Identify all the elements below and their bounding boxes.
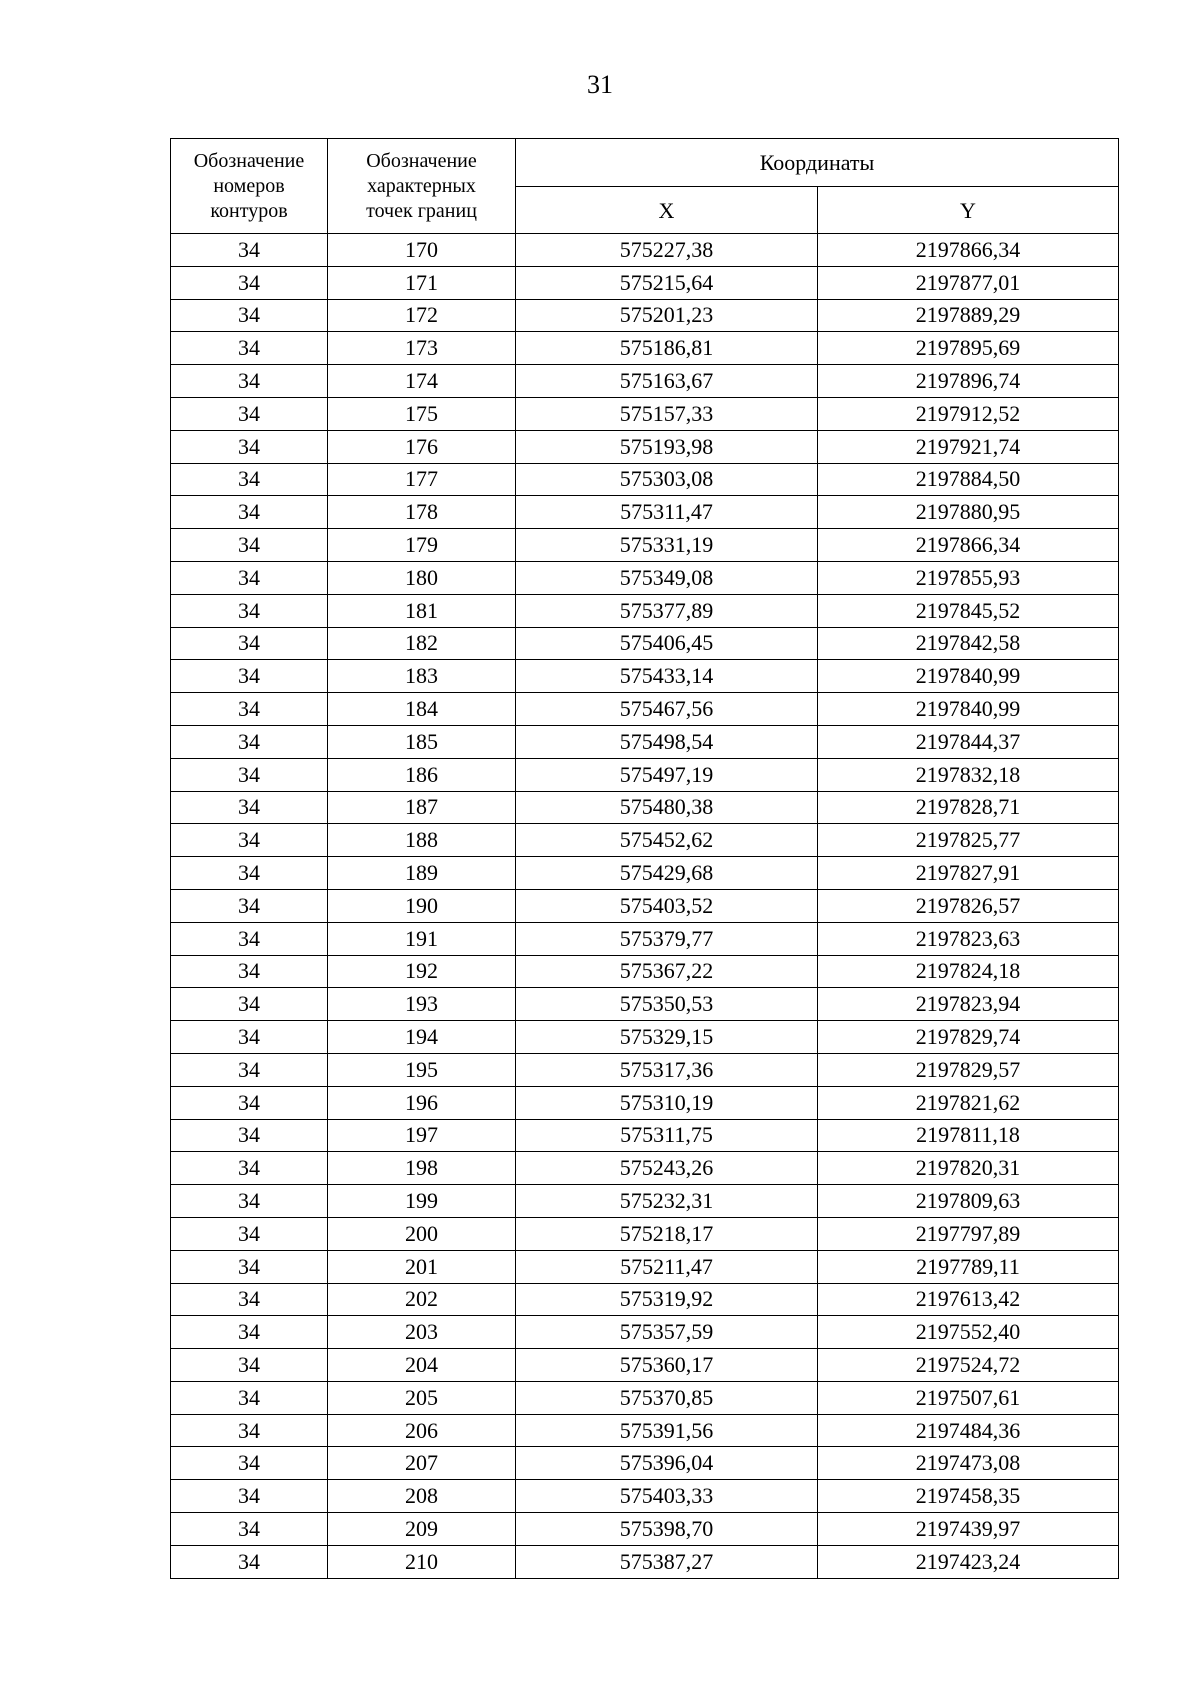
point-number-cell: 191 xyxy=(328,922,516,955)
y-coordinate-cell: 2197842,58 xyxy=(818,627,1119,660)
contour-number-cell: 34 xyxy=(171,266,328,299)
point-number-cell: 177 xyxy=(328,463,516,496)
x-coordinate-cell: 575331,19 xyxy=(516,529,818,562)
x-coordinate-cell: 575396,04 xyxy=(516,1447,818,1480)
table-row xyxy=(171,955,1119,988)
y-coordinate-cell: 2197840,99 xyxy=(818,693,1119,726)
point-number-cell: 182 xyxy=(328,627,516,660)
table-row xyxy=(171,1349,1119,1382)
x-coordinate-cell: 575317,36 xyxy=(516,1053,818,1086)
contour-number-cell: 34 xyxy=(171,1250,328,1283)
table-row xyxy=(171,1053,1119,1086)
y-coordinate-cell: 2197829,74 xyxy=(818,1021,1119,1054)
x-coordinate-cell: 575349,08 xyxy=(516,561,818,594)
table-row xyxy=(171,496,1119,529)
x-coordinate-cell: 575243,26 xyxy=(516,1152,818,1185)
point-number-cell: 206 xyxy=(328,1414,516,1447)
point-number-cell: 195 xyxy=(328,1053,516,1086)
y-coordinate-cell: 2197921,74 xyxy=(818,430,1119,463)
y-coordinate-cell: 2197845,52 xyxy=(818,594,1119,627)
y-coordinate-cell: 2197829,57 xyxy=(818,1053,1119,1086)
x-coordinate-cell: 575452,62 xyxy=(516,824,818,857)
y-coordinate-cell: 2197821,62 xyxy=(818,1086,1119,1119)
header-line: точек границ xyxy=(366,199,477,222)
table-row xyxy=(171,234,1119,267)
y-coordinate-cell: 2197827,91 xyxy=(818,857,1119,890)
y-coordinate-cell: 2197824,18 xyxy=(818,955,1119,988)
table-row xyxy=(171,1447,1119,1480)
y-coordinate-cell: 2197828,71 xyxy=(818,791,1119,824)
contour-number-cell: 34 xyxy=(171,857,328,890)
contour-number-cell: 34 xyxy=(171,725,328,758)
table-row xyxy=(171,627,1119,660)
y-coordinate-cell: 2197866,34 xyxy=(818,529,1119,562)
point-number-cell: 204 xyxy=(328,1349,516,1382)
table-row xyxy=(171,1152,1119,1185)
x-coordinate-cell: 575480,38 xyxy=(516,791,818,824)
point-number-cell: 194 xyxy=(328,1021,516,1054)
table-row xyxy=(171,889,1119,922)
contour-number-cell: 34 xyxy=(171,660,328,693)
point-number-cell: 203 xyxy=(328,1316,516,1349)
x-coordinate-cell: 575329,15 xyxy=(516,1021,818,1054)
point-number-cell: 176 xyxy=(328,430,516,463)
table-row xyxy=(171,1545,1119,1578)
point-number-cell: 210 xyxy=(328,1545,516,1578)
table-row xyxy=(171,1086,1119,1119)
contour-number-cell: 34 xyxy=(171,1119,328,1152)
point-number-cell: 170 xyxy=(328,234,516,267)
y-coordinate-cell: 2197423,24 xyxy=(818,1545,1119,1578)
header-coordinates: Координаты xyxy=(516,139,1119,187)
contour-number-cell: 34 xyxy=(171,1316,328,1349)
header-line: Обозначение xyxy=(366,149,477,172)
header-boundary-points xyxy=(328,139,516,234)
table-row xyxy=(171,1316,1119,1349)
table-row xyxy=(171,857,1119,890)
x-coordinate-cell: 575367,22 xyxy=(516,955,818,988)
x-coordinate-cell: 575218,17 xyxy=(516,1217,818,1250)
point-number-cell: 186 xyxy=(328,758,516,791)
point-number-cell: 183 xyxy=(328,660,516,693)
point-number-cell: 201 xyxy=(328,1250,516,1283)
x-coordinate-cell: 575403,33 xyxy=(516,1480,818,1513)
point-number-cell: 171 xyxy=(328,266,516,299)
y-coordinate-cell: 2197507,61 xyxy=(818,1381,1119,1414)
y-coordinate-cell: 2197884,50 xyxy=(818,463,1119,496)
point-number-cell: 198 xyxy=(328,1152,516,1185)
header-line: контуров xyxy=(210,199,288,222)
y-coordinate-cell: 2197844,37 xyxy=(818,725,1119,758)
x-coordinate-cell: 575157,33 xyxy=(516,397,818,430)
point-number-cell: 196 xyxy=(328,1086,516,1119)
x-coordinate-cell: 575227,38 xyxy=(516,234,818,267)
y-coordinate-cell: 2197789,11 xyxy=(818,1250,1119,1283)
contour-number-cell: 34 xyxy=(171,496,328,529)
header-line: Обозначение xyxy=(193,149,305,172)
header-line: характерных xyxy=(367,174,476,197)
x-coordinate-cell: 575429,68 xyxy=(516,857,818,890)
point-number-cell: 181 xyxy=(328,594,516,627)
y-coordinate-cell: 2197825,77 xyxy=(818,824,1119,857)
contour-number-cell: 34 xyxy=(171,561,328,594)
x-coordinate-cell: 575163,67 xyxy=(516,365,818,398)
point-number-cell: 193 xyxy=(328,988,516,1021)
point-number-cell: 202 xyxy=(328,1283,516,1316)
point-number-cell: 189 xyxy=(328,857,516,890)
contour-number-cell: 34 xyxy=(171,1447,328,1480)
table-body xyxy=(171,234,1119,1579)
table-row xyxy=(171,266,1119,299)
contour-number-cell: 34 xyxy=(171,889,328,922)
point-number-cell: 174 xyxy=(328,365,516,398)
x-coordinate-cell: 575357,59 xyxy=(516,1316,818,1349)
x-coordinate-cell: 575310,19 xyxy=(516,1086,818,1119)
table-row xyxy=(171,725,1119,758)
contour-number-cell: 34 xyxy=(171,365,328,398)
x-coordinate-cell: 575303,08 xyxy=(516,463,818,496)
table-row xyxy=(171,463,1119,496)
table-row xyxy=(171,922,1119,955)
contour-number-cell: 34 xyxy=(171,529,328,562)
table-row xyxy=(171,1250,1119,1283)
x-coordinate-cell: 575232,31 xyxy=(516,1185,818,1218)
contour-number-cell: 34 xyxy=(171,234,328,267)
coordinates-table xyxy=(170,138,1119,1579)
x-coordinate-cell: 575497,19 xyxy=(516,758,818,791)
y-coordinate-cell: 2197832,18 xyxy=(818,758,1119,791)
header-contour-numbers xyxy=(171,139,328,234)
table-row xyxy=(171,660,1119,693)
point-number-cell: 207 xyxy=(328,1447,516,1480)
x-coordinate-cell: 575467,56 xyxy=(516,693,818,726)
y-coordinate-cell: 2197809,63 xyxy=(818,1185,1119,1218)
x-coordinate-cell: 575311,75 xyxy=(516,1119,818,1152)
y-coordinate-cell: 2197823,63 xyxy=(818,922,1119,955)
contour-number-cell: 34 xyxy=(171,791,328,824)
y-coordinate-cell: 2197811,18 xyxy=(818,1119,1119,1152)
table-row xyxy=(171,1381,1119,1414)
contour-number-cell: 34 xyxy=(171,1545,328,1578)
contour-number-cell: 34 xyxy=(171,955,328,988)
x-coordinate-cell: 575350,53 xyxy=(516,988,818,1021)
x-coordinate-cell: 575379,77 xyxy=(516,922,818,955)
y-coordinate-cell: 2197826,57 xyxy=(818,889,1119,922)
y-coordinate-cell: 2197439,97 xyxy=(818,1513,1119,1546)
point-number-cell: 188 xyxy=(328,824,516,857)
contour-number-cell: 34 xyxy=(171,1086,328,1119)
contour-number-cell: 34 xyxy=(171,693,328,726)
contour-number-cell: 34 xyxy=(171,1513,328,1546)
table-row xyxy=(171,529,1119,562)
point-number-cell: 172 xyxy=(328,299,516,332)
contour-number-cell: 34 xyxy=(171,332,328,365)
x-coordinate-cell: 575387,27 xyxy=(516,1545,818,1578)
table-row xyxy=(171,332,1119,365)
contour-number-cell: 34 xyxy=(171,1349,328,1382)
y-coordinate-cell: 2197855,93 xyxy=(818,561,1119,594)
contour-number-cell: 34 xyxy=(171,758,328,791)
point-number-cell: 185 xyxy=(328,725,516,758)
contour-number-cell: 34 xyxy=(171,1283,328,1316)
table-row xyxy=(171,1283,1119,1316)
header-line: номеров xyxy=(213,174,285,197)
x-coordinate-cell: 575498,54 xyxy=(516,725,818,758)
point-number-cell: 173 xyxy=(328,332,516,365)
point-number-cell: 175 xyxy=(328,397,516,430)
point-number-cell: 190 xyxy=(328,889,516,922)
point-number-cell: 178 xyxy=(328,496,516,529)
y-coordinate-cell: 2197473,08 xyxy=(818,1447,1119,1480)
contour-number-cell: 34 xyxy=(171,1217,328,1250)
table-row xyxy=(171,824,1119,857)
x-coordinate-cell: 575398,70 xyxy=(516,1513,818,1546)
x-coordinate-cell: 575201,23 xyxy=(516,299,818,332)
x-coordinate-cell: 575433,14 xyxy=(516,660,818,693)
x-coordinate-cell: 575319,92 xyxy=(516,1283,818,1316)
point-number-cell: 208 xyxy=(328,1480,516,1513)
contour-number-cell: 34 xyxy=(171,824,328,857)
point-number-cell: 205 xyxy=(328,1381,516,1414)
y-coordinate-cell: 2197524,72 xyxy=(818,1349,1119,1382)
contour-number-cell: 34 xyxy=(171,988,328,1021)
header-y: Y xyxy=(818,187,1119,234)
table-row xyxy=(171,693,1119,726)
contour-number-cell: 34 xyxy=(171,922,328,955)
table-row xyxy=(171,365,1119,398)
contour-number-cell: 34 xyxy=(171,1152,328,1185)
contour-number-cell: 34 xyxy=(171,1185,328,1218)
point-number-cell: 187 xyxy=(328,791,516,824)
point-number-cell: 200 xyxy=(328,1217,516,1250)
contour-number-cell: 34 xyxy=(171,299,328,332)
contour-number-cell: 34 xyxy=(171,397,328,430)
contour-number-cell: 34 xyxy=(171,1381,328,1414)
x-coordinate-cell: 575193,98 xyxy=(516,430,818,463)
contour-number-cell: 34 xyxy=(171,1021,328,1054)
table-row xyxy=(171,594,1119,627)
table-row xyxy=(171,1119,1119,1152)
y-coordinate-cell: 2197820,31 xyxy=(818,1152,1119,1185)
contour-number-cell: 34 xyxy=(171,430,328,463)
y-coordinate-cell: 2197552,40 xyxy=(818,1316,1119,1349)
table-row xyxy=(171,1217,1119,1250)
y-coordinate-cell: 2197912,52 xyxy=(818,397,1119,430)
x-coordinate-cell: 575360,17 xyxy=(516,1349,818,1382)
table-row xyxy=(171,1513,1119,1546)
point-number-cell: 192 xyxy=(328,955,516,988)
y-coordinate-cell: 2197613,42 xyxy=(818,1283,1119,1316)
contour-number-cell: 34 xyxy=(171,594,328,627)
y-coordinate-cell: 2197896,74 xyxy=(818,365,1119,398)
x-coordinate-cell: 575406,45 xyxy=(516,627,818,660)
x-coordinate-cell: 575211,47 xyxy=(516,1250,818,1283)
table-row xyxy=(171,561,1119,594)
contour-number-cell: 34 xyxy=(171,1414,328,1447)
y-coordinate-cell: 2197880,95 xyxy=(818,496,1119,529)
point-number-cell: 179 xyxy=(328,529,516,562)
table-row xyxy=(171,988,1119,1021)
table-row xyxy=(171,791,1119,824)
y-coordinate-cell: 2197877,01 xyxy=(818,266,1119,299)
y-coordinate-cell: 2197458,35 xyxy=(818,1480,1119,1513)
y-coordinate-cell: 2197823,94 xyxy=(818,988,1119,1021)
table-row xyxy=(171,430,1119,463)
table-row xyxy=(171,397,1119,430)
y-coordinate-cell: 2197840,99 xyxy=(818,660,1119,693)
contour-number-cell: 34 xyxy=(171,627,328,660)
x-coordinate-cell: 575215,64 xyxy=(516,266,818,299)
table-row xyxy=(171,758,1119,791)
y-coordinate-cell: 2197797,89 xyxy=(818,1217,1119,1250)
point-number-cell: 209 xyxy=(328,1513,516,1546)
table-row xyxy=(171,1021,1119,1054)
point-number-cell: 197 xyxy=(328,1119,516,1152)
y-coordinate-cell: 2197889,29 xyxy=(818,299,1119,332)
page-number: 31 xyxy=(587,70,613,99)
x-coordinate-cell: 575186,81 xyxy=(516,332,818,365)
header-x: X xyxy=(516,187,818,234)
point-number-cell: 199 xyxy=(328,1185,516,1218)
table-row xyxy=(171,299,1119,332)
point-number-cell: 180 xyxy=(328,561,516,594)
y-coordinate-cell: 2197866,34 xyxy=(818,234,1119,267)
table-row xyxy=(171,1414,1119,1447)
y-coordinate-cell: 2197895,69 xyxy=(818,332,1119,365)
point-number-cell: 184 xyxy=(328,693,516,726)
table-row xyxy=(171,1480,1119,1513)
x-coordinate-cell: 575370,85 xyxy=(516,1381,818,1414)
x-coordinate-cell: 575391,56 xyxy=(516,1414,818,1447)
x-coordinate-cell: 575311,47 xyxy=(516,496,818,529)
contour-number-cell: 34 xyxy=(171,1053,328,1086)
table-row xyxy=(171,1185,1119,1218)
y-coordinate-cell: 2197484,36 xyxy=(818,1414,1119,1447)
x-coordinate-cell: 575377,89 xyxy=(516,594,818,627)
contour-number-cell: 34 xyxy=(171,463,328,496)
contour-number-cell: 34 xyxy=(171,1480,328,1513)
x-coordinate-cell: 575403,52 xyxy=(516,889,818,922)
